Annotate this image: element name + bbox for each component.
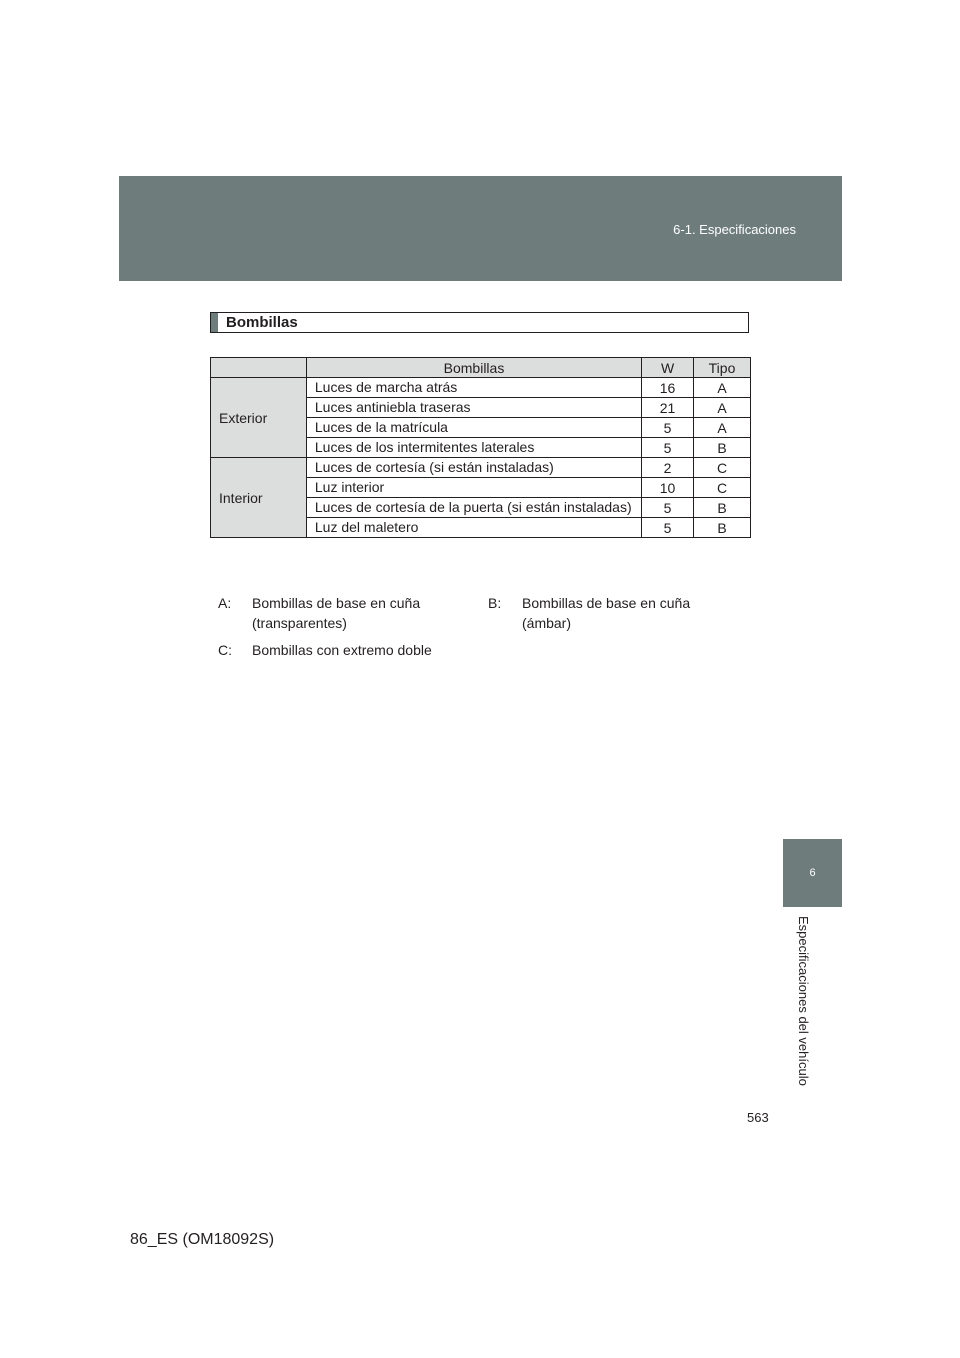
bulb-watts: 5	[642, 438, 694, 458]
bulb-name: Luz interior	[306, 478, 641, 498]
bulb-watts: 5	[642, 518, 694, 538]
bulb-type: B	[694, 498, 751, 518]
header-cell-bulbs: Bombillas	[306, 358, 641, 378]
legend-key: A:	[218, 595, 232, 611]
bulb-type: A	[694, 398, 751, 418]
section-title-bar	[211, 313, 218, 332]
bulb-type: A	[694, 378, 751, 398]
legend-key: C:	[218, 642, 232, 658]
bulb-name: Luces de la matrícula	[306, 418, 641, 438]
table-row	[211, 378, 751, 398]
header-cell-type: Tipo	[694, 358, 751, 378]
section-title	[210, 312, 749, 333]
bulb-name: Luz del maletero	[306, 518, 641, 538]
bulb-type: B	[694, 438, 751, 458]
bulb-name: Luces de los intermitentes laterales	[306, 438, 641, 458]
chapter-tab	[783, 839, 842, 907]
bulb-name: Luces de marcha atrás	[306, 378, 641, 398]
header-section-label: 6-1. Especificaciones	[673, 222, 796, 237]
group-cell-interior: Interior	[211, 458, 307, 538]
legend-text: Bombillas con extremo doble	[252, 642, 432, 658]
table-header-row	[211, 358, 751, 378]
bulb-type: B	[694, 518, 751, 538]
group-cell-exterior: Exterior	[211, 378, 307, 458]
legend-key: B:	[488, 595, 502, 611]
page-number: 563	[747, 1110, 769, 1125]
legend-text: Bombillas de base en cuña (transparentes)	[252, 595, 421, 631]
bulb-watts: 21	[642, 398, 694, 418]
bulb-watts: 2	[642, 458, 694, 478]
header-band	[119, 176, 842, 281]
bulb-name: Luces antiniebla traseras	[306, 398, 641, 418]
bulb-type: C	[694, 458, 751, 478]
bulb-type: A	[694, 418, 751, 438]
header-cell-w: W	[642, 358, 694, 378]
chapter-number: 6	[809, 867, 816, 879]
section-title-text: Bombillas	[226, 314, 298, 331]
header-cell-group	[211, 358, 307, 378]
bulb-watts: 5	[642, 498, 694, 518]
bulb-type: C	[694, 478, 751, 498]
bulb-name: Luces de cortesía (si están instaladas)	[306, 458, 641, 478]
bulb-watts: 10	[642, 478, 694, 498]
legend-text: Bombillas de base en cuña (ámbar)	[522, 595, 691, 631]
bulbs-table	[210, 357, 751, 538]
table-row	[211, 458, 751, 478]
bulb-watts: 5	[642, 418, 694, 438]
footer-code: 86_ES (OM18092S)	[130, 1231, 275, 1248]
bulb-name: Luces de cortesía de la puerta (si están instaladas)	[306, 498, 641, 518]
chapter-label: Especificaciones del vehículo	[796, 916, 811, 1086]
bulb-watts: 16	[642, 378, 694, 398]
